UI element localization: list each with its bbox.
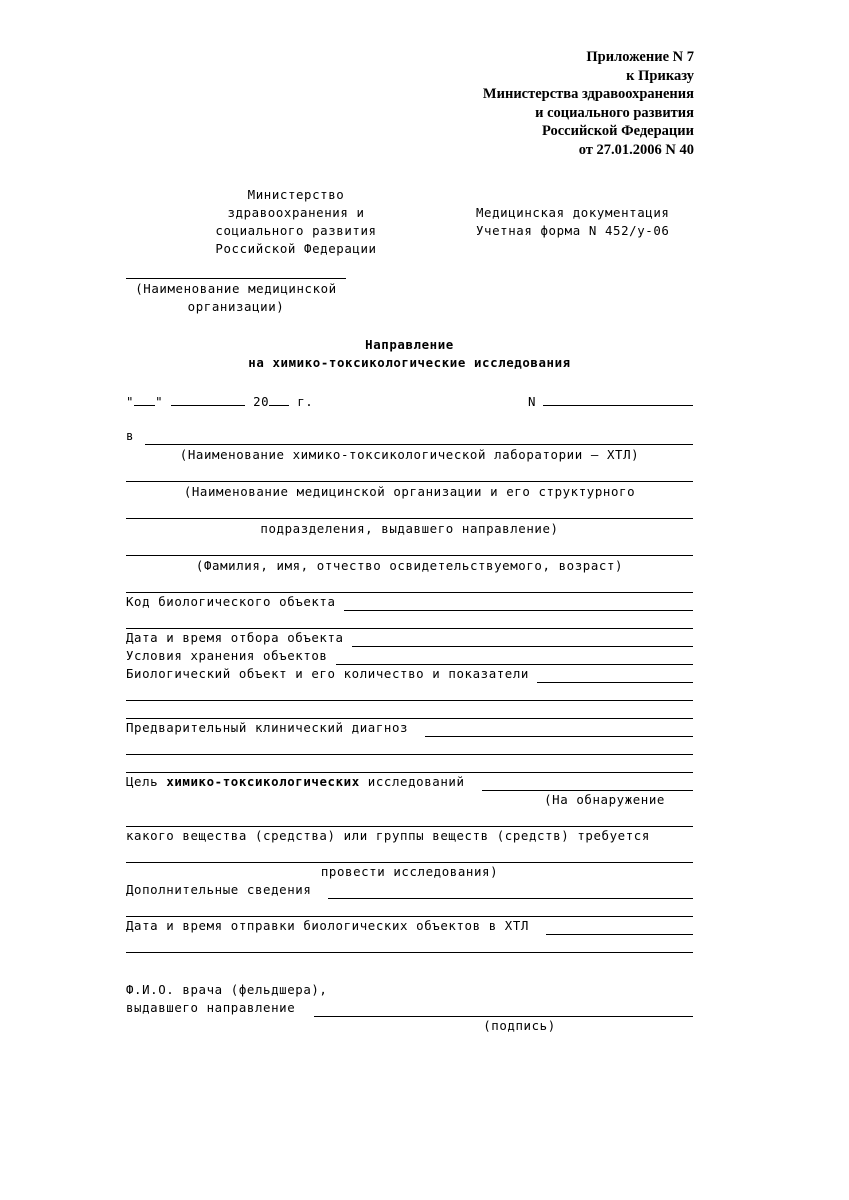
ministry-line-4: Российской Федерации bbox=[215, 241, 377, 256]
year-prefix: 20 bbox=[253, 394, 270, 409]
signature-input[interactable] bbox=[314, 1003, 693, 1017]
organization-input-1[interactable] bbox=[126, 481, 693, 482]
appendix-header-line-6: от 27.01.2006 N 40 bbox=[578, 141, 694, 158]
year-suffix: г. bbox=[297, 394, 314, 409]
purpose-body-text: какого вещества (средства) или группы веществ (средств) требуется bbox=[126, 828, 650, 843]
masthead bbox=[126, 186, 693, 316]
storage-conditions-input[interactable] bbox=[336, 651, 694, 665]
organization-name-caption bbox=[126, 280, 346, 316]
signature-block bbox=[126, 981, 693, 1035]
storage-conditions-label: Условия хранения объектов bbox=[126, 648, 328, 663]
send-datetime-input[interactable] bbox=[546, 921, 693, 935]
signature-caption: (подпись) bbox=[483, 1018, 556, 1033]
form-title bbox=[126, 336, 693, 372]
doc-type-block bbox=[466, 186, 693, 240]
appendix-header-line-1: Приложение N 7 bbox=[586, 49, 694, 65]
send-datetime-row bbox=[126, 917, 693, 935]
organization-caption-line-1: (Наименование медицинской bbox=[135, 281, 337, 296]
appendix-header-line-2: к Приказу bbox=[626, 67, 694, 84]
appendix-header-line-5: Российской Федерации bbox=[541, 123, 694, 139]
day-input[interactable] bbox=[134, 393, 155, 406]
organization-caption-line-2: организации) bbox=[187, 299, 285, 314]
number-label: N bbox=[527, 394, 536, 409]
document-number-group bbox=[528, 393, 693, 411]
purpose-input[interactable] bbox=[482, 777, 693, 791]
appendix-header-line-3: Министерства здравоохранения bbox=[482, 86, 694, 102]
ministry-block bbox=[126, 186, 466, 316]
sample-datetime-input[interactable] bbox=[352, 633, 693, 647]
purpose-caption-open: (На обнаружение bbox=[544, 792, 665, 807]
date-and-number-row bbox=[126, 393, 693, 411]
doc-type-line-1: Медицинская документация bbox=[476, 205, 670, 220]
quote-open: " bbox=[126, 394, 135, 409]
ministry-line-3: социального развития bbox=[215, 223, 377, 238]
send-datetime-continuation-input[interactable] bbox=[126, 952, 693, 953]
year-input[interactable] bbox=[269, 393, 289, 406]
destination-prefix: в bbox=[126, 428, 135, 443]
form-title-sub: на химико-токсикологические исследования bbox=[248, 355, 571, 370]
additional-info-row bbox=[126, 881, 693, 899]
additional-info-input[interactable] bbox=[328, 885, 693, 899]
ministry-line-1: Министерство bbox=[247, 187, 345, 202]
quote-close: " bbox=[155, 394, 164, 409]
form-title-main: Направление bbox=[365, 337, 454, 352]
bio-code-label: Код биологического объекта bbox=[126, 594, 336, 609]
additional-info-label: Дополнительные сведения bbox=[126, 882, 312, 897]
month-input[interactable] bbox=[171, 393, 245, 406]
person-name-caption: (Фамилия, имя, отчество освидетельствуемого, возраст) bbox=[195, 558, 624, 573]
prelim-diagnosis-label: Предварительный клинический диагноз bbox=[126, 720, 409, 735]
bio-object-label: Биологический объект и его количество и показатели bbox=[126, 666, 529, 681]
organization-caption-2: подразделения, выдавшего направление) bbox=[260, 521, 559, 536]
ministry-line-2: здравоохранения и bbox=[227, 205, 365, 220]
bio-code-row bbox=[126, 593, 693, 611]
organization-input-2[interactable] bbox=[126, 518, 693, 519]
purpose-label-prefix: Цель bbox=[126, 774, 167, 789]
appendix-header bbox=[483, 48, 694, 159]
person-name-input[interactable] bbox=[126, 555, 693, 556]
signature-label-line-1: Ф.И.О. врача (фельдшера), bbox=[126, 982, 328, 997]
doc-type-line-2: Учетная форма N 452/у-06 bbox=[476, 223, 670, 238]
purpose-label bbox=[126, 773, 473, 791]
send-datetime-label: Дата и время отправки биологических объектов в ХТЛ bbox=[126, 918, 529, 933]
bio-object-row bbox=[126, 665, 693, 683]
prelim-diagnosis-input[interactable] bbox=[425, 723, 693, 737]
destination-row bbox=[126, 427, 693, 445]
purpose-row bbox=[126, 773, 693, 791]
form-body bbox=[126, 186, 693, 1035]
prelim-diagnosis-row bbox=[126, 719, 693, 737]
organization-caption-1: (Наименование медицинской организации и его структурного bbox=[183, 484, 636, 499]
laboratory-name-input[interactable] bbox=[145, 431, 693, 445]
purpose-caption-close: провести исследования) bbox=[320, 864, 499, 879]
purpose-label-emphasis: химико-токсикологических bbox=[166, 774, 360, 789]
bio-object-input[interactable] bbox=[537, 669, 693, 683]
sample-datetime-label: Дата и время отбора объекта bbox=[126, 630, 344, 645]
signature-label-line-2: выдавшего направление bbox=[126, 1000, 296, 1015]
laboratory-name-caption: (Наименование химико-токсикологической лаборатории – ХТЛ) bbox=[179, 447, 640, 462]
appendix-header-line-4: и социального развития bbox=[535, 104, 694, 121]
document-number-input[interactable] bbox=[543, 393, 693, 406]
sample-datetime-row bbox=[126, 629, 693, 647]
bio-code-input[interactable] bbox=[344, 597, 693, 611]
storage-conditions-row bbox=[126, 647, 693, 665]
purpose-label-suffix: исследований bbox=[359, 774, 465, 789]
signature-row bbox=[126, 999, 693, 1017]
organization-name-rule bbox=[126, 278, 346, 279]
